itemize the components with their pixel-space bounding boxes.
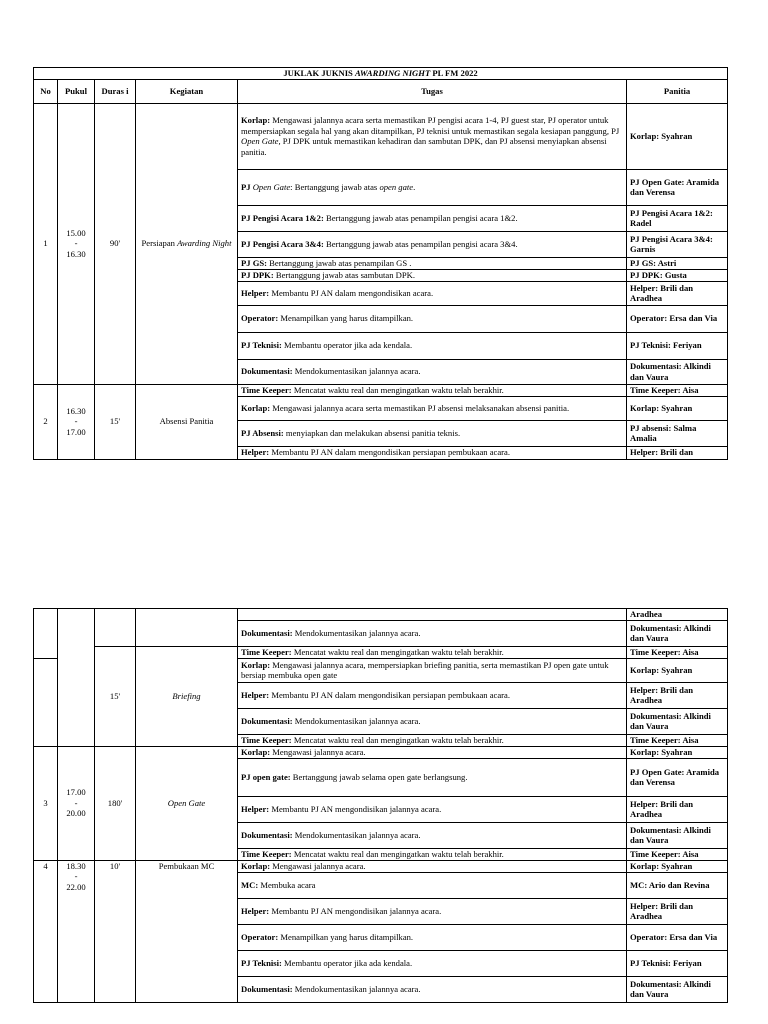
panitia-cell: Korlap: Syahran (627, 860, 728, 872)
row-pukul: 15.00 - 16.30 (58, 103, 95, 384)
task-cell: Helper: Membantu PJ AN dalam mengondisikan persiapan pembukaan acara. (238, 446, 627, 459)
panitia-cell: Korlap: Syahran (627, 103, 728, 169)
task-cell: Time Keeper: Mencatat waktu real dan mengingatkan waktu telah berakhir. (238, 646, 627, 658)
panitia-cell: PJ absensi: Salma Amalia (627, 420, 728, 446)
panitia-cell: Dokumentasi: Alkindi dan Vaura (627, 708, 728, 734)
table-row (34, 609, 728, 621)
header-row (34, 79, 728, 103)
panitia-cell: PJ GS: Astri (627, 257, 728, 269)
row-durasi: 15' (95, 646, 136, 746)
row-durasi: 10' (95, 860, 136, 1002)
panitia-cell: Helper: Brili dan Aradhea (627, 898, 728, 924)
task-cell (238, 609, 627, 621)
row-durasi (95, 609, 136, 647)
panitia-cell: Dokumentasi: Alkindi dan Vaura (627, 822, 728, 848)
row-no: 3 (34, 746, 58, 860)
task-cell: PJ Pengisi Acara 1&2: Bertanggung jawab atas penampilan pengisi acara 1&2. (238, 205, 627, 231)
row-durasi: 180' (95, 746, 136, 860)
task-cell: PJ Absensi: menyiapkan dan melakukan absensi panitia teknis. (238, 420, 627, 446)
task-cell: MC: Membuka acara (238, 872, 627, 898)
panitia-cell: MC: Ario dan Revina (627, 872, 728, 898)
task-cell: PJ DPK: Bertanggung jawab atas sambutan DPK. (238, 269, 627, 281)
panitia-cell: PJ Pengisi Acara 1&2: Radel (627, 205, 728, 231)
panitia-cell: PJ Teknisi: Feriyan (627, 332, 728, 359)
panitia-cell: Korlap: Syahran (627, 746, 728, 758)
task-cell: Dokumentasi: Mendokumentasikan jalannya acara. (238, 976, 627, 1002)
row-pukul: 18.30 - 22.00 (58, 860, 95, 1002)
document-page-2 (33, 608, 728, 1003)
task-cell: Korlap: Mengawasi jalannya acara serta memastikan PJ pengisi acara 1-4, PJ guest star, PJ operator untuk mempersiapkan segala hal yang akan ditampilkan, PJ teknisi untuk memastikan segala kesiapan panggung, PJ Open Gate, PJ DPK untuk memastikan kehadiran dan sambutan DPK, dan PJ absensi menyiapkan absensi panitia. (238, 103, 627, 169)
panitia-cell: PJ Teknisi: Feriyan (627, 950, 728, 976)
panitia-cell: Korlap: Syahran (627, 396, 728, 420)
row-pukul: 16.30 - 17.00 (58, 384, 95, 459)
task-cell: Korlap: Mengawasi jalannya acara, mempersiapkan briefing panitia, serta memastikan PJ open gate untuk bersiap membuka open gate (238, 658, 627, 682)
panitia-cell: PJ Open Gate: Aramida dan Verensa (627, 758, 728, 796)
panitia-cell: Korlap: Syahran (627, 658, 728, 682)
task-cell: Time Keeper: Mencatat waktu real dan mengingatkan waktu telah berakhir. (238, 734, 627, 746)
header-kegiatan: Kegiatan (136, 79, 238, 103)
document-page-1 (33, 67, 728, 460)
task-cell: Korlap: Mengawasi jalannya acara. (238, 746, 627, 758)
row-durasi: 15' (95, 384, 136, 459)
row-no (34, 658, 58, 746)
row-durasi: 90' (95, 103, 136, 384)
panitia-cell: Operator: Ersa dan Via (627, 305, 728, 332)
task-cell: PJ Teknisi: Membantu operator jika ada kendala. (238, 950, 627, 976)
task-cell: Dokumentasi: Mendokumentasikan jalannya acara. (238, 822, 627, 848)
task-cell: Helper: Membantu PJ AN mengondisikan jalannya acara. (238, 796, 627, 822)
panitia-cell: Aradhea (627, 609, 728, 621)
panitia-cell: Operator: Ersa dan Via (627, 924, 728, 950)
task-cell: Dokumentasi: Mendokumentasikan jalannya acara. (238, 620, 627, 646)
panitia-cell: Time Keeper: Aisa (627, 848, 728, 860)
panitia-cell: Dokumentasi: Alkindi dan Vaura (627, 976, 728, 1002)
task-cell: Dokumentasi: Mendokumentasikan jalannya acara. (238, 708, 627, 734)
table-row (34, 384, 728, 396)
panitia-cell: PJ Open Gate: Aramida dan Verensa (627, 169, 728, 205)
panitia-cell: Helper: Brili dan Aradhea (627, 281, 728, 305)
row-no (34, 609, 58, 659)
row-kegiatan: Briefing (136, 646, 238, 746)
row-no: 4 (34, 860, 58, 1002)
row-pukul: 17.00 - 20.00 (58, 746, 95, 860)
panitia-cell: Dokumentasi: Alkindi dan Vaura (627, 359, 728, 384)
panitia-cell: Helper: Brili dan Aradhea (627, 796, 728, 822)
header-tugas: Tugas (238, 79, 627, 103)
row-pukul (58, 609, 95, 747)
row-kegiatan: Pembukaan MC (136, 860, 238, 1002)
panitia-cell: Time Keeper: Aisa (627, 734, 728, 746)
table-row (34, 103, 728, 169)
table-title: JUKLAK JUKNIS AWARDING NIGHT PL FM 2022 (34, 68, 728, 80)
task-cell: Korlap: Mengawasi jalannya acara. (238, 860, 627, 872)
row-kegiatan: Persiapan Awarding Night (136, 103, 238, 384)
panitia-cell: Helper: Brili dan Aradhea (627, 682, 728, 708)
task-cell: Helper: Membantu PJ AN dalam mengondisikan persiapan pembukaan acara. (238, 682, 627, 708)
row-kegiatan: Open Gate (136, 746, 238, 860)
schedule-table-page-1 (33, 67, 728, 460)
panitia-cell: PJ Pengisi Acara 3&4: Garnis (627, 231, 728, 257)
task-cell: Operator: Menampilkan yang harus ditampilkan. (238, 924, 627, 950)
header-durasi: Duras i (95, 79, 136, 103)
panitia-cell: PJ DPK: Gusta (627, 269, 728, 281)
panitia-cell: Dokumentasi: Alkindi dan Vaura (627, 620, 728, 646)
row-no: 2 (34, 384, 58, 459)
schedule-table-page-2b (33, 746, 728, 1003)
header-pukul: Pukul (58, 79, 95, 103)
task-cell: Helper: Membantu PJ AN dalam mengondisikan acara. (238, 281, 627, 305)
task-cell: Helper: Membantu PJ AN mengondisikan jalannya acara. (238, 898, 627, 924)
table-row (34, 646, 728, 658)
row-no: 1 (34, 103, 58, 384)
task-cell: PJ open gate: Bertanggung jawab selama open gate berlangsung. (238, 758, 627, 796)
task-cell: PJ GS: Bertanggung jawab atas penampilan GS . (238, 257, 627, 269)
task-cell: Dokumentasi: Mendokumentasikan jalannya acara. (238, 359, 627, 384)
panitia-cell: Time Keeper: Aisa (627, 384, 728, 396)
panitia-cell: Time Keeper: Aisa (627, 646, 728, 658)
table-row (34, 746, 728, 758)
task-cell: PJ Open Gate: Bertanggung jawab atas open gate. (238, 169, 627, 205)
task-cell: PJ Pengisi Acara 3&4: Bertanggung jawab atas penampilan pengisi acara 3&4. (238, 231, 627, 257)
row-kegiatan: Absensi Panitia (136, 384, 238, 459)
table-title-row (34, 68, 728, 80)
schedule-table-page-2 (33, 608, 728, 747)
header-no: No (34, 79, 58, 103)
task-cell: Operator: Menampilkan yang harus ditampilkan. (238, 305, 627, 332)
task-cell: Time Keeper: Mencatat waktu real dan mengingatkan waktu telah berakhir. (238, 848, 627, 860)
header-panitia: Panitia (627, 79, 728, 103)
panitia-cell: Helper: Brili dan (627, 446, 728, 459)
task-cell: Korlap: Mengawasi jalannya acara serta memastikan PJ absensi melaksanakan absensi panitia. (238, 396, 627, 420)
task-cell: Time Keeper: Mencatat waktu real dan mengingatkan waktu telah berakhir. (238, 384, 627, 396)
row-kegiatan (136, 609, 238, 647)
task-cell: PJ Teknisi: Membantu operator jika ada kendala. (238, 332, 627, 359)
table-row (34, 860, 728, 872)
